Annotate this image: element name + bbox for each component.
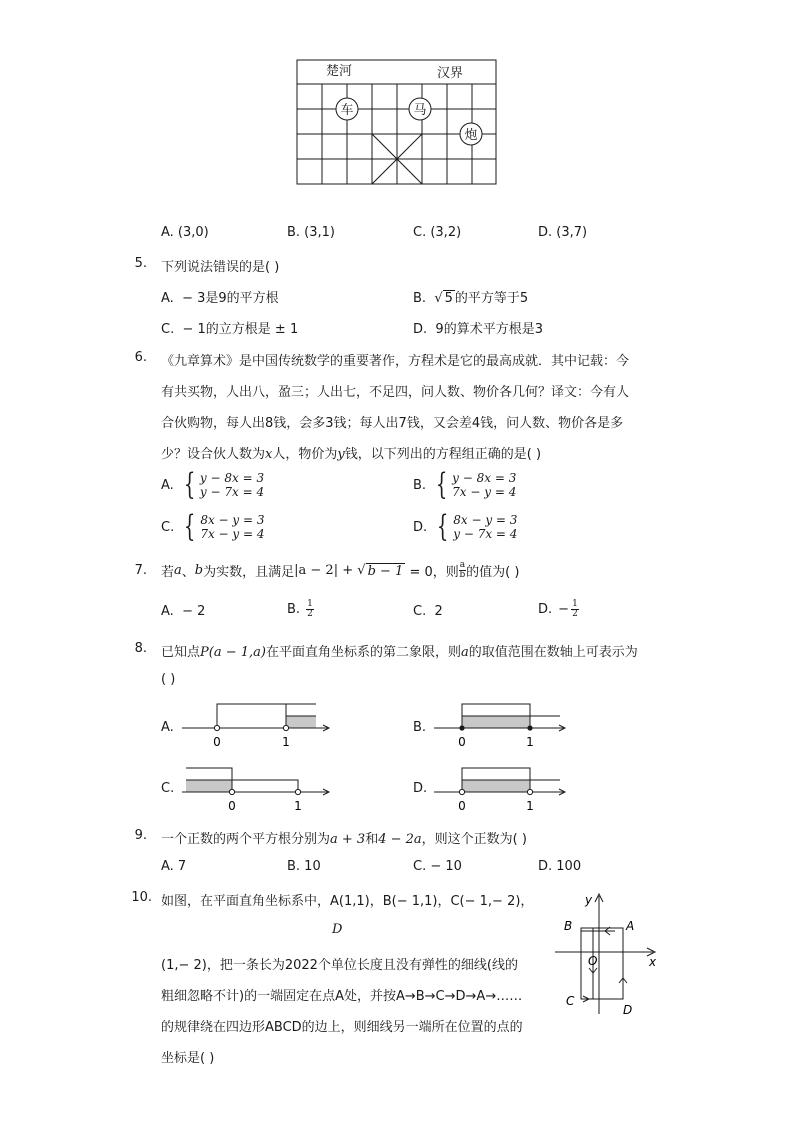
q4-option-c[interactable]: C. (3,2) [413, 225, 462, 240]
q7-b-num: 1 [307, 599, 313, 609]
q6-b-eq1: y − 8x = 3 [452, 471, 517, 485]
chess-board-figure [296, 59, 498, 186]
q7-option-c-text: 2 [434, 604, 443, 619]
q6-option-a-letter: A. [161, 477, 174, 493]
q8-option-b-label[interactable]: B. [413, 720, 427, 735]
tick-0: 0 [458, 799, 466, 813]
q7-option-a[interactable] [161, 604, 205, 619]
q10-d-label: D [332, 922, 343, 937]
q7-option-c[interactable] [413, 604, 443, 619]
q5-option-d-letter: D. [413, 322, 428, 337]
q5-option-b-radicand: 5 [444, 291, 453, 306]
q7-option-d-letter: D. [538, 602, 553, 617]
q7-option-b-fraction [306, 600, 314, 619]
q6-a-eq2: y − 7x = 4 [199, 485, 265, 499]
q7-radicand: b − 1 [367, 563, 404, 579]
q8-option-c-label[interactable]: C. [161, 781, 175, 796]
q7-var-a: a [174, 563, 182, 578]
q6-c-eq2: 7x − y = 4 [200, 527, 265, 541]
tick-1: 1 [526, 735, 534, 749]
q5-option-a-letter: A. [161, 291, 174, 306]
q7-option-c-letter: C. [413, 604, 427, 619]
fig-x-label: x [649, 955, 657, 969]
tick-1: 1 [526, 799, 534, 813]
q6-var-x: x [265, 447, 273, 462]
tick-0: 0 [458, 735, 466, 749]
q9-option-a[interactable]: A. 7 [161, 859, 187, 874]
left-brace-icon: { [183, 467, 196, 502]
q8-var-a: a [460, 645, 469, 660]
fig-point-d: D [623, 1003, 633, 1017]
q9-expr2: 4 − 2a [378, 832, 422, 847]
q7-d-num: 1 [572, 599, 578, 609]
q9-pre: 一个正数的两个平方根分别为 [161, 832, 331, 847]
q4-option-b[interactable]: B. (3,1) [287, 225, 336, 240]
fig-origin-label: O [588, 954, 598, 968]
q8-number-line-d[interactable] [432, 764, 572, 816]
q7-b-den: 2 [307, 609, 313, 619]
q6-c-eq1: 8x − y = 3 [200, 513, 265, 527]
q5-option-c-letter: C. [161, 322, 175, 337]
q8-mid: 在平面直角坐标系的第二象限，则 [265, 645, 461, 660]
q8-post: 的取值范围在数轴上可表示为 [468, 645, 638, 660]
q6-line-1: 《九章算术》是中国传统数学的重要著作，方程术是它的最高成就．其中记载：今 [161, 354, 630, 369]
q7-option-b-letter: B. [287, 602, 301, 617]
q9-number: 9. [134, 828, 147, 843]
q8-option-a-label[interactable]: A. [161, 720, 174, 735]
q8-stem [161, 641, 638, 660]
q7-option-d-minus: − [558, 602, 570, 617]
q6-d-eq1: 8x − y = 3 [453, 513, 518, 527]
q6-option-b-letter: B. [413, 477, 427, 493]
q6-line-3: 合伙购物，每人出8钱，会多3钱；每人出7钱，又会差4钱，问人数、物价各是多 [161, 416, 624, 431]
q5-option-c[interactable] [161, 318, 298, 337]
q7-option-d[interactable] [538, 600, 579, 619]
q9-expr1: a + 3 [330, 832, 366, 847]
q6-line-2: 有共买物，人出八，盈三；人出七，不足四，问人数、物价各几何？译文：今有人 [161, 385, 630, 400]
left-brace-icon: { [184, 509, 196, 544]
q7-pre: 若 [161, 565, 175, 580]
q6-line-4-post: 钱，以下列出的方程组正确的是( ) [344, 447, 542, 462]
tick-1: 1 [282, 735, 290, 749]
q9-stem [161, 828, 527, 847]
q5-number: 5. [134, 256, 147, 271]
q5-option-a-text: − 3是9的平方根 [182, 291, 279, 306]
q7-mid: 为实数，且满足 [203, 565, 295, 580]
q10-line-3: 粗细忽略不计)的一端固定在点A处，并按A→B→C→D→A→…… [161, 989, 523, 1004]
q10-coordinate-figure [553, 888, 663, 1018]
left-brace-icon: { [436, 509, 449, 544]
q6-line-4 [161, 443, 541, 462]
q7-var-b: b [194, 563, 204, 578]
q5-option-b-text: 的平方等于5 [454, 291, 529, 306]
tick-0: 0 [228, 799, 236, 813]
q7-option-d-fraction [571, 600, 579, 619]
q8-point: P(a − 1,a) [200, 645, 266, 660]
q7-sep: 、 [181, 565, 195, 580]
fig-point-a: A [626, 919, 635, 933]
tick-0: 0 [213, 735, 221, 749]
piece-cannon-label: 炮 [464, 128, 478, 143]
q8-number-line-a[interactable] [180, 700, 340, 752]
q9-option-d[interactable]: D. 100 [538, 859, 582, 874]
q6-option-d[interactable] [413, 509, 518, 544]
q5-option-d-text: 9的算术平方根是3 [435, 322, 543, 337]
q10-line-1: 如图，在平面直角坐标系中，A(1,1)，B(− 1,1)，C(− 1,− 2)， [161, 894, 534, 909]
left-brace-icon: { [435, 467, 448, 502]
tick-1: 1 [294, 799, 302, 813]
q7-number: 7. [134, 563, 147, 578]
q5-option-d[interactable] [413, 318, 543, 337]
q6-option-c-letter: C. [161, 519, 175, 535]
q6-line-4-mid: 人，物价为 [272, 447, 338, 462]
q10-line-4: 的规律绕在四边形ABCD的边上，则细线另一端所在位置的点的 [161, 1020, 523, 1035]
q10-number: 10. [131, 890, 152, 905]
q9-option-b[interactable]: B. 10 [287, 859, 321, 874]
sqrt-sign-icon: √ [434, 291, 443, 306]
q7-plus: + [338, 563, 358, 578]
q7-post: 的值为( ) [466, 565, 520, 580]
board-label-left: 楚河 [326, 64, 353, 79]
q6-option-d-letter: D. [413, 519, 428, 535]
q6-var-y: y [337, 447, 345, 462]
q7-frac-den: b [459, 570, 466, 580]
q7-frac-num: a [459, 560, 466, 570]
q8-option-d-label[interactable]: D. [413, 781, 428, 796]
q7-stem [161, 561, 519, 580]
q7-option-a-text: − 2 [182, 604, 206, 619]
q5-option-b-letter: B. [413, 291, 427, 306]
q5-stem: 下列说法错误的是( ) [161, 260, 280, 275]
q4-option-d[interactable]: D. (3,7) [538, 225, 588, 240]
q8-number: 8. [134, 641, 147, 656]
q6-number: 6. [134, 350, 147, 365]
q7-eq: = 0，则 [405, 565, 459, 580]
fig-point-c: C [566, 994, 575, 1008]
piece-horse-label: 马 [413, 103, 427, 118]
q8-number-line-b[interactable] [432, 700, 572, 752]
fig-y-label: y [585, 893, 593, 907]
q9-option-c[interactable]: C. − 10 [413, 859, 462, 874]
q7-abs-expr: |a − 2| [294, 563, 339, 578]
q6-line-4-pre: 少？设合伙人数为 [161, 447, 266, 462]
q8-number-line-c[interactable] [180, 764, 340, 816]
q7-d-den: 2 [572, 609, 578, 619]
q6-option-a[interactable] [161, 467, 265, 502]
q9-mid: 和 [365, 832, 379, 847]
fig-point-b: B [564, 919, 573, 933]
q5-option-a[interactable] [161, 287, 279, 306]
q9-post: ，则这个正数为( ) [421, 832, 527, 847]
board-label-right: 汉界 [437, 66, 464, 81]
q6-option-b[interactable] [413, 467, 517, 502]
q6-option-c[interactable] [161, 509, 265, 544]
q10-line-2: (1,− 2)，把一条长为2022个单位长度且没有弹性的细线(线的 [161, 958, 518, 973]
sqrt-sign-icon: √ [357, 563, 366, 578]
q5-option-b[interactable] [413, 287, 528, 306]
q4-option-a[interactable]: A. (3,0) [161, 225, 209, 240]
q8-paren: ( ) [161, 672, 176, 687]
piece-chariot-label: 车 [340, 103, 354, 118]
q8-pre: 已知点 [161, 645, 201, 660]
q5-option-c-text: − 1的立方根是 ± 1 [182, 322, 299, 337]
q6-b-eq2: 7x − y = 4 [452, 485, 517, 499]
q10-line-5: 坐标是( ) [161, 1051, 215, 1066]
q6-d-eq2: y − 7x = 4 [453, 527, 518, 541]
q7-option-b[interactable] [287, 600, 314, 619]
q7-fraction [459, 561, 466, 580]
q6-a-eq1: y − 8x = 3 [199, 471, 265, 485]
q7-option-a-letter: A. [161, 604, 174, 619]
